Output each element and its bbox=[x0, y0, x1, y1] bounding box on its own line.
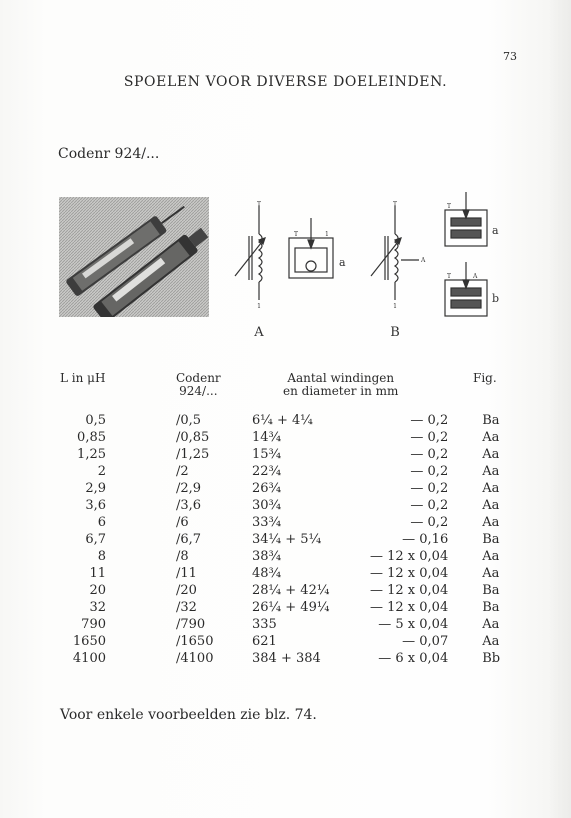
cell-diameter: — 0,2 bbox=[410, 447, 449, 462]
cell-fig: Bb bbox=[482, 651, 501, 666]
coil-diagram-b bbox=[365, 190, 510, 340]
cell-fig: Aa bbox=[482, 498, 500, 513]
table-row bbox=[62, 582, 562, 599]
cell-code: /6 bbox=[176, 515, 189, 530]
header-code-line2: 924/... bbox=[179, 384, 218, 398]
cell-fig: Aa bbox=[482, 464, 500, 479]
cell-turns: 14¾ bbox=[252, 430, 282, 445]
cell-inductance: 0,5 bbox=[85, 413, 106, 428]
table-row bbox=[62, 633, 562, 650]
cell-fig: Aa bbox=[482, 549, 500, 564]
terminal-t-label: T bbox=[447, 273, 452, 280]
cell-diameter: — 12 x 0,04 bbox=[370, 600, 449, 615]
cell-diameter: — 0,16 bbox=[402, 532, 449, 547]
cell-fig: Aa bbox=[482, 447, 500, 462]
cell-code: /1650 bbox=[176, 634, 214, 649]
cell-turns: 30¾ bbox=[252, 498, 282, 513]
cell-code: /0,85 bbox=[176, 430, 210, 445]
cell-code: /32 bbox=[176, 600, 197, 615]
header-windings bbox=[283, 372, 398, 398]
cell-diameter: — 6 x 0,04 bbox=[378, 651, 449, 666]
diagram-a-label: A bbox=[254, 325, 264, 340]
table-row bbox=[62, 650, 562, 667]
cell-fig: Aa bbox=[482, 617, 500, 632]
terminal-t-label: T bbox=[294, 231, 299, 238]
terminal-t-label: T bbox=[447, 203, 452, 210]
cell-inductance: 11 bbox=[89, 566, 106, 581]
cell-turns: 621 bbox=[252, 634, 277, 649]
header-code-line1: Codenr bbox=[176, 371, 221, 385]
page-edge-shadow bbox=[549, 0, 571, 818]
cell-code: /790 bbox=[176, 617, 206, 632]
code-number-line: Codenr 924/... bbox=[58, 146, 160, 162]
cell-code: /2 bbox=[176, 464, 189, 479]
page-number: 73 bbox=[503, 50, 517, 63]
cell-fig: Ba bbox=[482, 413, 500, 428]
header-windings-line2: en diameter in mm bbox=[283, 384, 399, 398]
cell-fig: Ba bbox=[482, 532, 500, 547]
cell-diameter: — 0,2 bbox=[410, 515, 449, 530]
terminal-1-label: 1 bbox=[257, 303, 261, 310]
table-row bbox=[62, 548, 562, 565]
cell-code: /1,25 bbox=[176, 447, 210, 462]
cell-inductance: 1,25 bbox=[77, 447, 106, 462]
cell-fig: Ba bbox=[482, 600, 500, 615]
cell-turns: 335 bbox=[252, 617, 277, 632]
table-row bbox=[62, 514, 562, 531]
cell-turns: 28¼ + 42¼ bbox=[252, 583, 330, 598]
cell-diameter: — 0,2 bbox=[410, 413, 449, 428]
cell-diameter: — 5 x 0,04 bbox=[378, 617, 449, 632]
header-fig: Fig. bbox=[473, 371, 497, 385]
cell-turns: 384 + 384 bbox=[252, 651, 321, 666]
cell-inductance: 1650 bbox=[72, 634, 106, 649]
terminal-1-label: 1 bbox=[393, 303, 397, 310]
table-row bbox=[62, 599, 562, 616]
fig-a-label: a bbox=[492, 224, 499, 237]
cell-inductance: 6 bbox=[97, 515, 106, 530]
cell-inductance: 8 bbox=[97, 549, 106, 564]
table-row bbox=[62, 463, 562, 480]
coil-diagram-a bbox=[225, 196, 355, 341]
cell-turns: 33¾ bbox=[252, 515, 282, 530]
cell-diameter: — 0,2 bbox=[410, 481, 449, 496]
terminal-t-label: T bbox=[392, 201, 398, 208]
cell-turns: 38¾ bbox=[252, 549, 282, 564]
cell-inductance: 0,85 bbox=[77, 430, 106, 445]
cell-fig: Ba bbox=[482, 583, 500, 598]
cell-diameter: — 0,2 bbox=[410, 498, 449, 513]
cell-inductance: 2,9 bbox=[85, 481, 106, 496]
cell-inductance: 6,7 bbox=[85, 532, 106, 547]
cell-fig: Aa bbox=[482, 481, 500, 496]
table-row bbox=[62, 446, 562, 463]
table-row bbox=[62, 497, 562, 514]
table-row bbox=[62, 412, 562, 429]
cell-inductance: 32 bbox=[89, 600, 106, 615]
terminal-a-label: A bbox=[473, 273, 478, 280]
cell-fig: Aa bbox=[482, 634, 500, 649]
header-windings-line1: Aantal windingen bbox=[287, 371, 395, 385]
cell-turns: 34¼ + 5¼ bbox=[252, 532, 322, 547]
coil-table bbox=[62, 412, 562, 667]
terminal-1-label: 1 bbox=[325, 231, 329, 238]
diagram-b-label: B bbox=[390, 325, 400, 340]
cell-turns: 22¾ bbox=[252, 464, 282, 479]
cell-code: /11 bbox=[176, 566, 197, 581]
cell-code: /8 bbox=[176, 549, 189, 564]
cell-inductance: 4100 bbox=[72, 651, 106, 666]
header-inductance: L in μH bbox=[60, 371, 106, 385]
cell-turns: 15¾ bbox=[252, 447, 282, 462]
coils-photograph bbox=[59, 197, 209, 317]
cell-code: /3,6 bbox=[176, 498, 202, 513]
cell-diameter: — 0,2 bbox=[410, 464, 449, 479]
table-row bbox=[62, 480, 562, 497]
cell-code: /0,5 bbox=[176, 413, 202, 428]
cell-diameter: — 12 x 0,04 bbox=[370, 583, 449, 598]
cell-code: /2,9 bbox=[176, 481, 202, 496]
cell-code: /20 bbox=[176, 583, 197, 598]
table-row bbox=[62, 429, 562, 446]
cell-inductance: 3,6 bbox=[85, 498, 106, 513]
cell-diameter: — 0,07 bbox=[402, 634, 449, 649]
cell-fig: Aa bbox=[482, 515, 500, 530]
table-row bbox=[62, 616, 562, 633]
fig-a-label: a bbox=[339, 256, 346, 269]
cell-turns: 26¾ bbox=[252, 481, 282, 496]
table-row bbox=[62, 531, 562, 548]
cell-inductance: 20 bbox=[89, 583, 106, 598]
cell-diameter: — 0,2 bbox=[410, 430, 449, 445]
fig-b-label: b bbox=[492, 292, 500, 305]
footer-note: Voor enkele voorbeelden zie blz. 74. bbox=[60, 707, 317, 723]
cell-turns: 6¼ + 4¼ bbox=[252, 413, 313, 428]
cell-inductance: 790 bbox=[81, 617, 106, 632]
cell-diameter: — 12 x 0,04 bbox=[370, 566, 449, 581]
terminal-a-label: A bbox=[421, 257, 426, 264]
header-code bbox=[176, 372, 221, 398]
cell-code: /4100 bbox=[176, 651, 214, 666]
cell-turns: 48¾ bbox=[252, 566, 282, 581]
cell-fig: Aa bbox=[482, 430, 500, 445]
cell-fig: Aa bbox=[482, 566, 500, 581]
table-row bbox=[62, 565, 562, 582]
cell-turns: 26¼ + 49¼ bbox=[252, 600, 330, 615]
cell-diameter: — 12 x 0,04 bbox=[370, 549, 449, 564]
cell-inductance: 2 bbox=[97, 464, 106, 479]
page-title: SPOELEN VOOR DIVERSE DOELEINDEN. bbox=[123, 74, 448, 90]
terminal-t-label: T bbox=[256, 201, 262, 208]
cell-code: /6,7 bbox=[176, 532, 202, 547]
